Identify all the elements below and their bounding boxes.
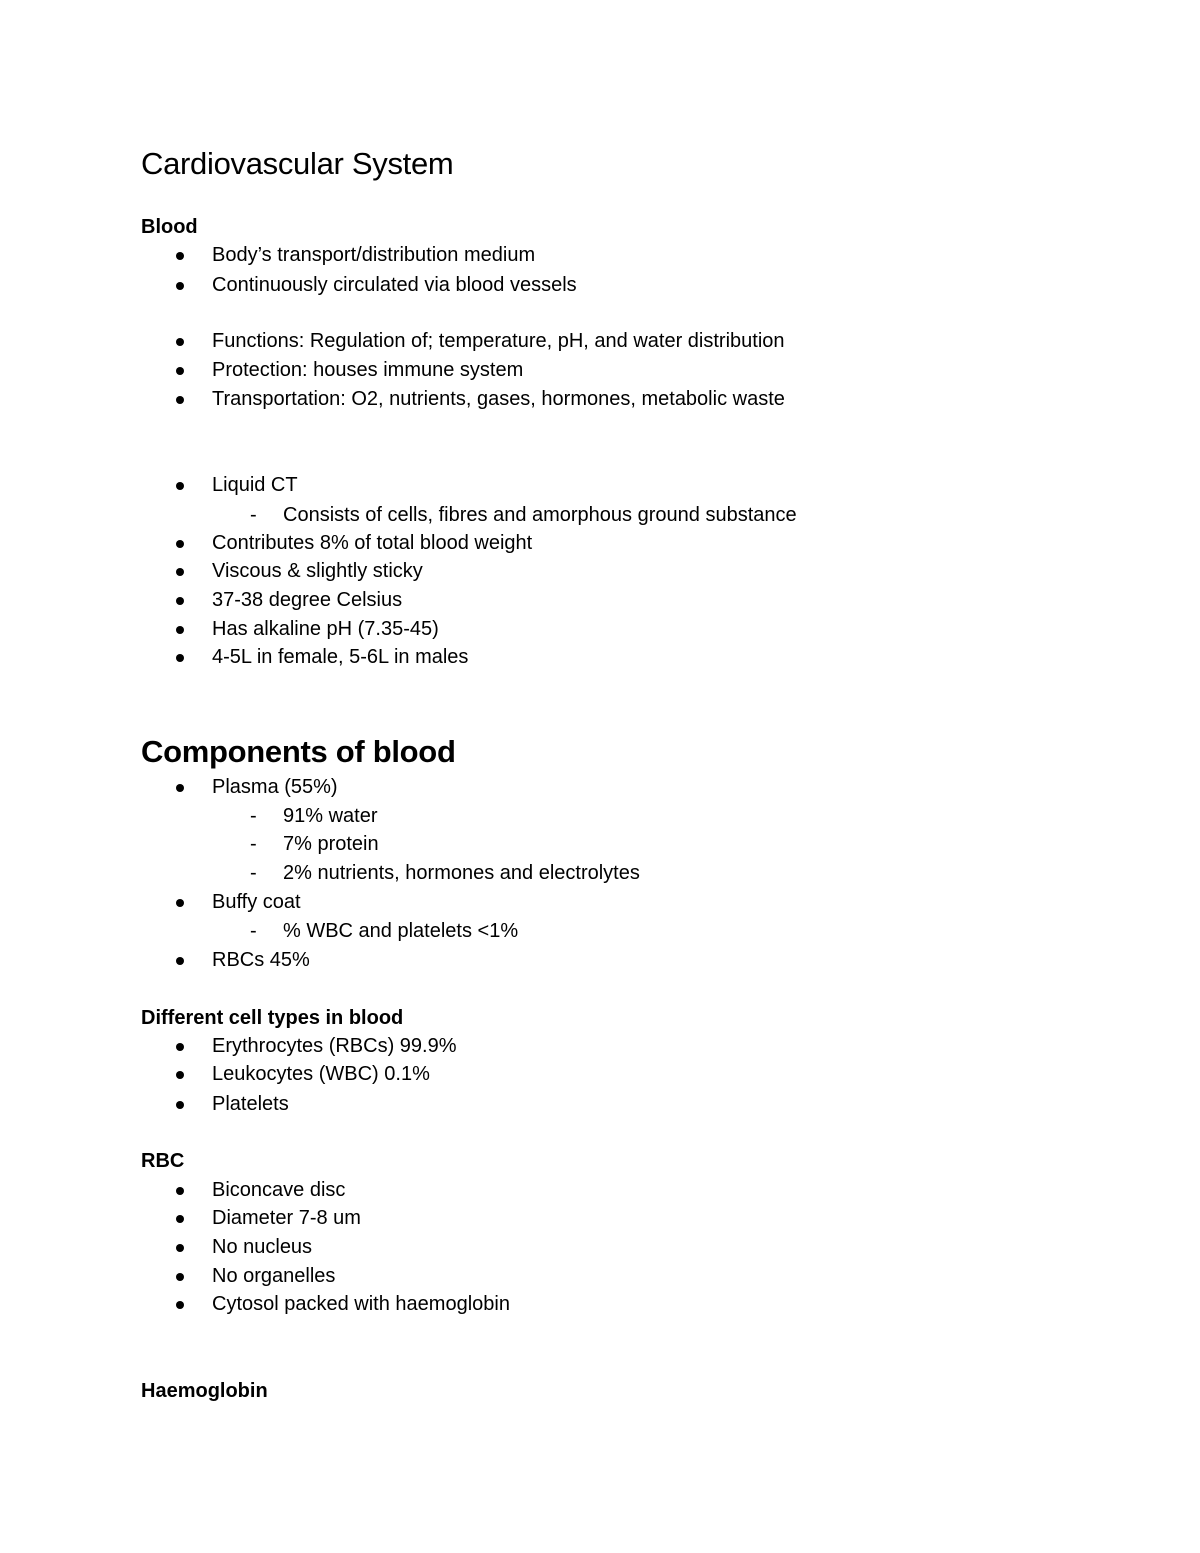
bullet-dot (176, 338, 184, 346)
list-item: Buffy coat (212, 891, 301, 913)
bullet-dot (176, 1043, 184, 1051)
bullet-dot (176, 1301, 184, 1309)
bullet-dot (176, 626, 184, 634)
bullet-dot (176, 654, 184, 662)
bullet-dot (176, 784, 184, 792)
list-item: Plasma (55%) (212, 776, 338, 798)
bullet-dot (176, 282, 184, 290)
section-heading-blood: Blood (141, 216, 198, 238)
bullet-dot (176, 482, 184, 490)
bullet-dot (176, 540, 184, 548)
list-item: 37-38 degree Celsius (212, 589, 403, 611)
sub-list-item: % WBC and platelets <1% (283, 920, 519, 942)
list-item: Contributes 8% of total blood weight (212, 532, 533, 554)
dash-marker: - (250, 833, 257, 855)
bullet-dot (176, 1187, 184, 1195)
bullet-dot (176, 597, 184, 605)
sub-list-item: 91% water (283, 805, 378, 827)
sub-list-item: 2% nutrients, hormones and electrolytes (283, 862, 640, 884)
section-heading-haemoglobin: Haemoglobin (141, 1380, 268, 1402)
dash-marker: - (250, 805, 257, 827)
dash-marker: - (250, 504, 257, 526)
bullet-dot (176, 1273, 184, 1281)
bullet-dot (176, 899, 184, 907)
list-item: Protection: houses immune system (212, 359, 524, 381)
list-item: Diameter 7-8 um (212, 1207, 361, 1229)
list-item: Liquid CT (212, 474, 298, 496)
list-item: Has alkaline pH (7.35-45) (212, 618, 439, 640)
list-item: Cytosol packed with haemoglobin (212, 1293, 510, 1315)
list-item: No nucleus (212, 1236, 313, 1258)
list-item: Erythrocytes (RBCs) 99.9% (212, 1035, 457, 1057)
section-heading-rbc: RBC (141, 1150, 185, 1172)
bullet-dot (176, 1071, 184, 1079)
list-item: Continuously circulated via blood vessels (212, 274, 577, 296)
bullet-dot (176, 1215, 184, 1223)
dash-marker: - (250, 920, 257, 942)
section-heading-cell-types: Different cell types in blood (141, 1007, 404, 1029)
list-item: Platelets (212, 1093, 289, 1115)
sub-list-item: Consists of cells, fibres and amorphous ground substance (283, 504, 797, 526)
list-item: Viscous & slightly sticky (212, 560, 423, 582)
sub-list-item: 7% protein (283, 833, 379, 855)
bullet-dot (176, 1101, 184, 1109)
list-item: Functions: Regulation of; temperature, pH, and water distribution (212, 330, 785, 352)
list-item: RBCs 45% (212, 949, 310, 971)
list-item: Body’s transport/distribution medium (212, 244, 536, 266)
dash-marker: - (250, 862, 257, 884)
page-title: Cardiovascular System (141, 146, 454, 181)
bullet-dot (176, 367, 184, 375)
bullet-dot (176, 568, 184, 576)
section-heading-components: Components of blood (141, 734, 456, 769)
bullet-dot (176, 396, 184, 404)
list-item: Biconcave disc (212, 1179, 346, 1201)
list-item: 4-5L in female, 5-6L in males (212, 646, 469, 668)
list-item: Leukocytes (WBC) 0.1% (212, 1063, 430, 1085)
list-item: Transportation: O2, nutrients, gases, hormones, metabolic waste (212, 388, 785, 410)
bullet-dot (176, 1244, 184, 1252)
bullet-dot (176, 957, 184, 965)
bullet-dot (176, 252, 184, 260)
list-item: No organelles (212, 1265, 336, 1287)
